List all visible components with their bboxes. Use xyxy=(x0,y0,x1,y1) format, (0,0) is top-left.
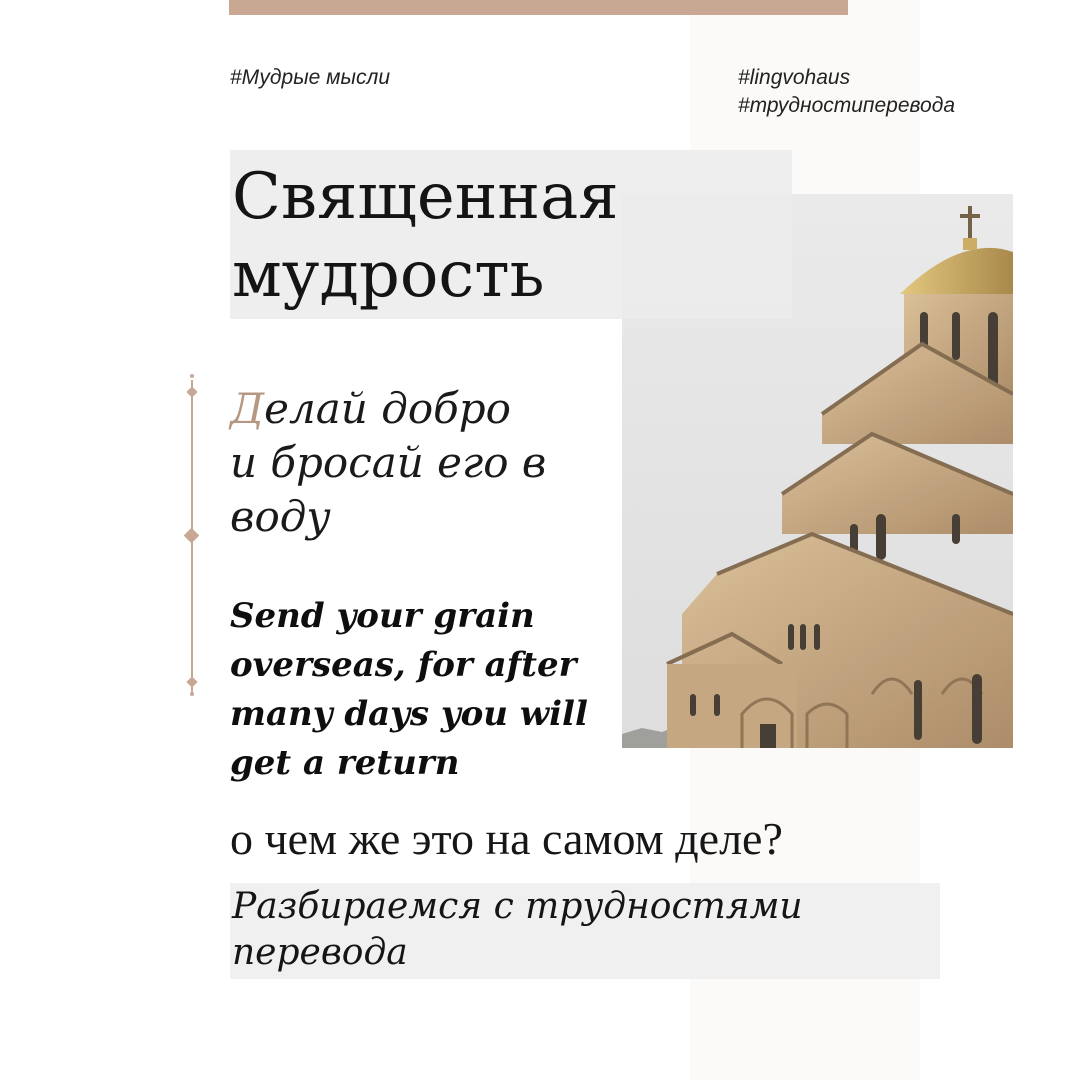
english-line-2: overseas, for after xyxy=(230,645,577,685)
english-line-4: get a return xyxy=(230,743,460,783)
proverb-initial-letter: Д xyxy=(230,384,265,433)
hashtag-lingvohaus: #lingvohaus xyxy=(738,66,851,89)
question-heading: о чем же это на самом деле? xyxy=(230,813,783,864)
subtitle-line-1: Разбираемся с трудностями xyxy=(232,886,803,927)
divider-diamond-top xyxy=(186,386,197,397)
subtitle-line-2: перевода xyxy=(232,932,408,973)
english-line-1: Send your grain xyxy=(230,596,535,636)
divider-dot-bottom xyxy=(190,692,194,696)
title-line-1: Священная xyxy=(232,160,619,234)
divider-dot-top xyxy=(190,374,194,378)
hashtag-wise-thoughts: #Мудрые мысли xyxy=(230,66,391,89)
divider-diamond-middle xyxy=(184,528,200,544)
divider-diamond-bottom xyxy=(186,676,197,687)
hashtag-translation-difficulties: #трудностиперевода xyxy=(738,94,955,117)
english-translation xyxy=(230,592,610,788)
page-title xyxy=(232,158,792,314)
english-line-3: many days you will xyxy=(230,694,588,734)
russian-proverb xyxy=(230,382,610,544)
subtitle xyxy=(232,884,932,976)
top-accent-bar xyxy=(229,0,848,15)
proverb-line-1 xyxy=(230,382,610,436)
proverb-line-3: воду xyxy=(230,492,331,541)
proverb-line-2: и бросай его в xyxy=(230,438,547,487)
proverb-line-1-rest: елай добро xyxy=(264,384,511,433)
title-line-2: мудрость xyxy=(232,238,545,312)
hashtag-group xyxy=(738,64,955,120)
